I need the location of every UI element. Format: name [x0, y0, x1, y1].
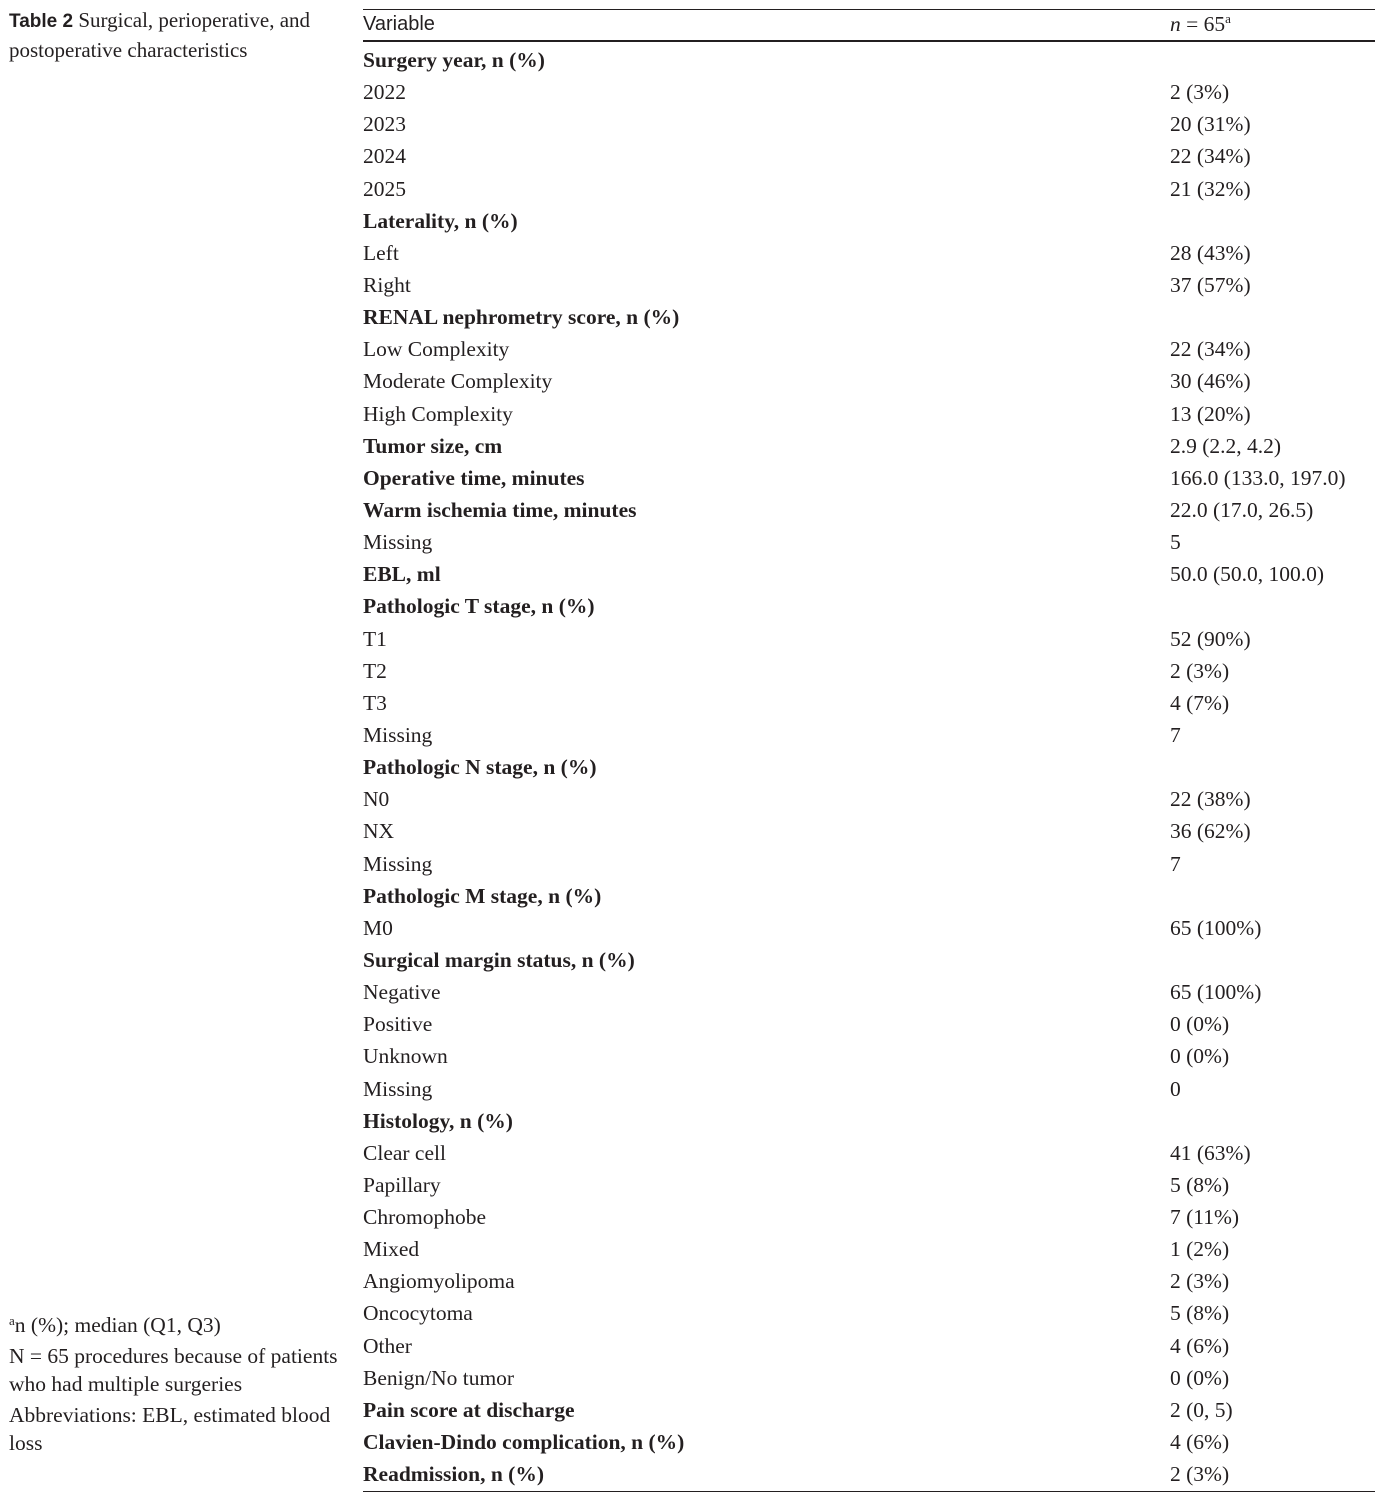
- row-section-title: Pathologic T stage: [363, 594, 531, 619]
- row-value: 22.0 (17.0, 26.5): [1170, 497, 1314, 522]
- row-section-unit: , minutes: [552, 497, 637, 522]
- row-section-title: EBL: [363, 562, 407, 587]
- row-section-unit: , n (%): [620, 1430, 685, 1455]
- header-n: [1170, 12, 1231, 37]
- row-value: 5 (8%): [1170, 1172, 1230, 1197]
- row-section-unit: , minutes: [500, 465, 585, 490]
- row-section-title: Laterality: [363, 208, 454, 233]
- table-row: [363, 848, 1375, 880]
- table-row: [363, 1201, 1375, 1233]
- table-row: [363, 398, 1375, 430]
- row-value: 4 (6%): [1170, 1430, 1230, 1455]
- row-value: 5 (8%): [1170, 1301, 1230, 1326]
- row-label: N0: [363, 787, 390, 812]
- row-value: 22 (38%): [1170, 787, 1251, 812]
- row-section-title: Pathologic N stage: [363, 755, 533, 780]
- table-row: [363, 173, 1375, 205]
- row-label: Mixed: [363, 1237, 420, 1262]
- table-row: [363, 1265, 1375, 1297]
- row-label: High Complexity: [363, 401, 513, 426]
- footnote-procedures: N = 65 procedures because of patients who had multiple surgeries: [9, 1344, 338, 1396]
- row-section-unit: , n (%): [481, 48, 545, 72]
- row-section-unit: , n (%): [537, 883, 602, 908]
- table-header: [363, 10, 1375, 42]
- row-section-title: Tumor size: [363, 433, 464, 458]
- row-label: Benign/No tumor: [363, 1365, 515, 1390]
- row-label: Missing: [363, 1076, 433, 1101]
- table-section-row: [363, 1105, 1375, 1137]
- row-label: Unknown: [363, 1044, 448, 1069]
- row-label: [363, 1462, 544, 1487]
- row-label: [363, 466, 585, 491]
- row-label: T2: [363, 658, 387, 683]
- row-section-unit: , n (%): [530, 594, 595, 619]
- row-label: [363, 1109, 513, 1134]
- table-section-row: [363, 751, 1375, 783]
- row-value: 65 (100%): [1170, 915, 1262, 940]
- table-row: [363, 976, 1375, 1008]
- table-section-row: [363, 430, 1375, 462]
- row-label: T1: [363, 626, 387, 651]
- row-value: 7: [1170, 851, 1181, 876]
- row-label: 2022: [363, 80, 406, 105]
- row-value: 7 (11%): [1170, 1205, 1240, 1230]
- row-label: Clear cell: [363, 1140, 446, 1165]
- row-label: Low Complexity: [363, 337, 510, 362]
- row-value: 36 (62%): [1170, 819, 1251, 844]
- table-label: Table 2: [9, 11, 74, 32]
- row-label: 2025: [363, 176, 406, 201]
- row-label: Chromophobe: [363, 1205, 487, 1230]
- row-value: 41 (63%): [1170, 1140, 1251, 1165]
- footnote-a-text: n (%); median (Q1, Q3): [14, 1313, 221, 1337]
- row-section-title: Operative time: [363, 465, 501, 490]
- row-label: Moderate Complexity: [363, 369, 553, 394]
- row-value: 4 (6%): [1170, 1333, 1230, 1358]
- row-value: 0 (0%): [1170, 1012, 1230, 1037]
- row-label: [363, 1398, 575, 1423]
- table-section-row: [363, 590, 1375, 622]
- row-label: T3: [363, 690, 387, 715]
- table-row: [363, 1137, 1375, 1169]
- table-row: [363, 623, 1375, 655]
- row-value: 5: [1170, 530, 1181, 555]
- row-label: Missing: [363, 722, 433, 747]
- table-row: [363, 365, 1375, 397]
- row-label: [363, 434, 502, 459]
- table-section-row: [363, 44, 1375, 76]
- row-label: [363, 209, 518, 234]
- table-row: [363, 237, 1375, 269]
- row-value: 2.9 (2.2, 4.2): [1170, 433, 1282, 458]
- table-row: [363, 1233, 1375, 1265]
- row-value: 65 (100%): [1170, 980, 1262, 1005]
- row-section-title: Pain score at discharge: [363, 1397, 575, 1422]
- row-label: Positive: [363, 1012, 433, 1037]
- row-value: 166.0 (133.0, 197.0): [1170, 465, 1346, 490]
- row-value: 0 (0%): [1170, 1044, 1230, 1069]
- table-footnotes: [9, 1311, 339, 1460]
- table-body: [363, 42, 1375, 1492]
- row-section-title: Histology: [363, 1108, 450, 1133]
- table-row: [363, 687, 1375, 719]
- header-variable: Variable: [363, 13, 435, 35]
- table-row: [363, 333, 1375, 365]
- row-value: 2 (3%): [1170, 658, 1230, 683]
- row-value: 0: [1170, 1076, 1181, 1101]
- row-value: 28 (43%): [1170, 240, 1251, 265]
- row-label: Missing: [363, 851, 433, 876]
- row-label: [363, 498, 637, 523]
- table-row: [363, 783, 1375, 815]
- table-row: [363, 76, 1375, 108]
- row-value: 30 (46%): [1170, 369, 1251, 394]
- row-label: [363, 884, 601, 909]
- table-row: [363, 108, 1375, 140]
- table-row: [363, 719, 1375, 751]
- table-row: [363, 526, 1375, 558]
- table-row: [363, 1169, 1375, 1201]
- row-section-unit: , n (%): [615, 305, 680, 330]
- row-section-title: Readmission: [363, 1462, 481, 1487]
- table-caption-text: Surgical, perioperative, and postoperative characteristics: [9, 8, 311, 62]
- row-label: [363, 305, 679, 330]
- footnote-abbreviations: Abbreviations: EBL, estimated blood loss: [9, 1403, 331, 1455]
- row-label: [363, 755, 597, 780]
- characteristics-table: [363, 9, 1375, 1492]
- row-value: 22 (34%): [1170, 144, 1251, 169]
- row-value: 2 (3%): [1170, 1462, 1230, 1487]
- table-section-row: [363, 301, 1375, 333]
- row-label: 2023: [363, 112, 406, 137]
- row-section-unit: , n (%): [453, 208, 518, 233]
- row-value: 13 (20%): [1170, 401, 1251, 426]
- row-label: NX: [363, 819, 395, 844]
- table-row: [363, 1073, 1375, 1105]
- row-section-unit: , n (%): [570, 947, 635, 972]
- table-row: [363, 815, 1375, 847]
- row-label: Missing: [363, 530, 433, 555]
- row-value: 37 (57%): [1170, 272, 1251, 297]
- table-section-row: [363, 558, 1375, 590]
- row-label: 2024: [363, 144, 406, 169]
- row-value: 7: [1170, 722, 1181, 747]
- row-value: 2 (0, 5): [1170, 1397, 1233, 1422]
- header-footnote-mark: a: [1225, 11, 1231, 26]
- header-n-symbol: n: [1170, 12, 1181, 36]
- table-row: [363, 655, 1375, 687]
- row-label: [363, 1430, 684, 1455]
- table-row: [363, 1008, 1375, 1040]
- table-section-row: [363, 1394, 1375, 1426]
- row-section-title: Pathologic M stage: [363, 883, 538, 908]
- row-label: [363, 562, 441, 587]
- row-section-title: Warm ischemia time: [363, 497, 553, 522]
- table-row: [363, 912, 1375, 944]
- table-row: [363, 269, 1375, 301]
- row-section-title: Surgical margin status: [363, 947, 571, 972]
- row-label: M0: [363, 915, 393, 940]
- row-section-title: Clavien-Dindo complication: [363, 1430, 621, 1455]
- row-label: [363, 594, 595, 619]
- table-row: [363, 1040, 1375, 1072]
- row-label: [363, 948, 635, 973]
- row-value: 0 (0%): [1170, 1365, 1230, 1390]
- row-value: 52 (90%): [1170, 626, 1251, 651]
- table-section-row: [363, 1458, 1375, 1490]
- table-section-row: [363, 1426, 1375, 1458]
- row-value: 20 (31%): [1170, 112, 1251, 137]
- row-label: Oncocytoma: [363, 1301, 473, 1326]
- table-caption: [9, 6, 339, 64]
- table-section-row: [363, 494, 1375, 526]
- row-value: 4 (7%): [1170, 690, 1230, 715]
- row-section-title: Surgery year: [363, 48, 482, 72]
- row-section-title: RENAL nephrometry score: [363, 305, 616, 330]
- table-row: [363, 1362, 1375, 1394]
- row-label: Angiomyolipoma: [363, 1269, 515, 1294]
- row-label: Papillary: [363, 1172, 441, 1197]
- header-n-value: = 65: [1180, 12, 1226, 36]
- table-row: [363, 140, 1375, 172]
- table-section-row: [363, 205, 1375, 237]
- row-value: 1 (2%): [1170, 1237, 1230, 1262]
- row-section-unit: , cm: [463, 433, 503, 458]
- row-label: Other: [363, 1333, 412, 1358]
- row-label: Left: [363, 240, 399, 265]
- table-row: [363, 1297, 1375, 1329]
- row-value: 22 (34%): [1170, 337, 1251, 362]
- table-section-row: [363, 944, 1375, 976]
- row-section-unit: , n (%): [480, 1462, 544, 1487]
- footnote-mark: a: [9, 1313, 15, 1328]
- table-section-row: [363, 880, 1375, 912]
- footnote-a: [9, 1311, 339, 1339]
- table-row: [363, 1330, 1375, 1362]
- row-value: 2 (3%): [1170, 80, 1230, 105]
- row-section-unit: , ml: [406, 562, 441, 587]
- row-label: Right: [363, 272, 411, 297]
- row-value: 50.0 (50.0, 100.0): [1170, 562, 1325, 587]
- row-section-unit: , n (%): [532, 755, 597, 780]
- row-label: [363, 48, 545, 73]
- row-section-unit: , n (%): [449, 1108, 513, 1133]
- row-label: Negative: [363, 980, 441, 1005]
- row-value: 2 (3%): [1170, 1269, 1230, 1294]
- row-value: 21 (32%): [1170, 176, 1251, 201]
- table-section-row: [363, 462, 1375, 494]
